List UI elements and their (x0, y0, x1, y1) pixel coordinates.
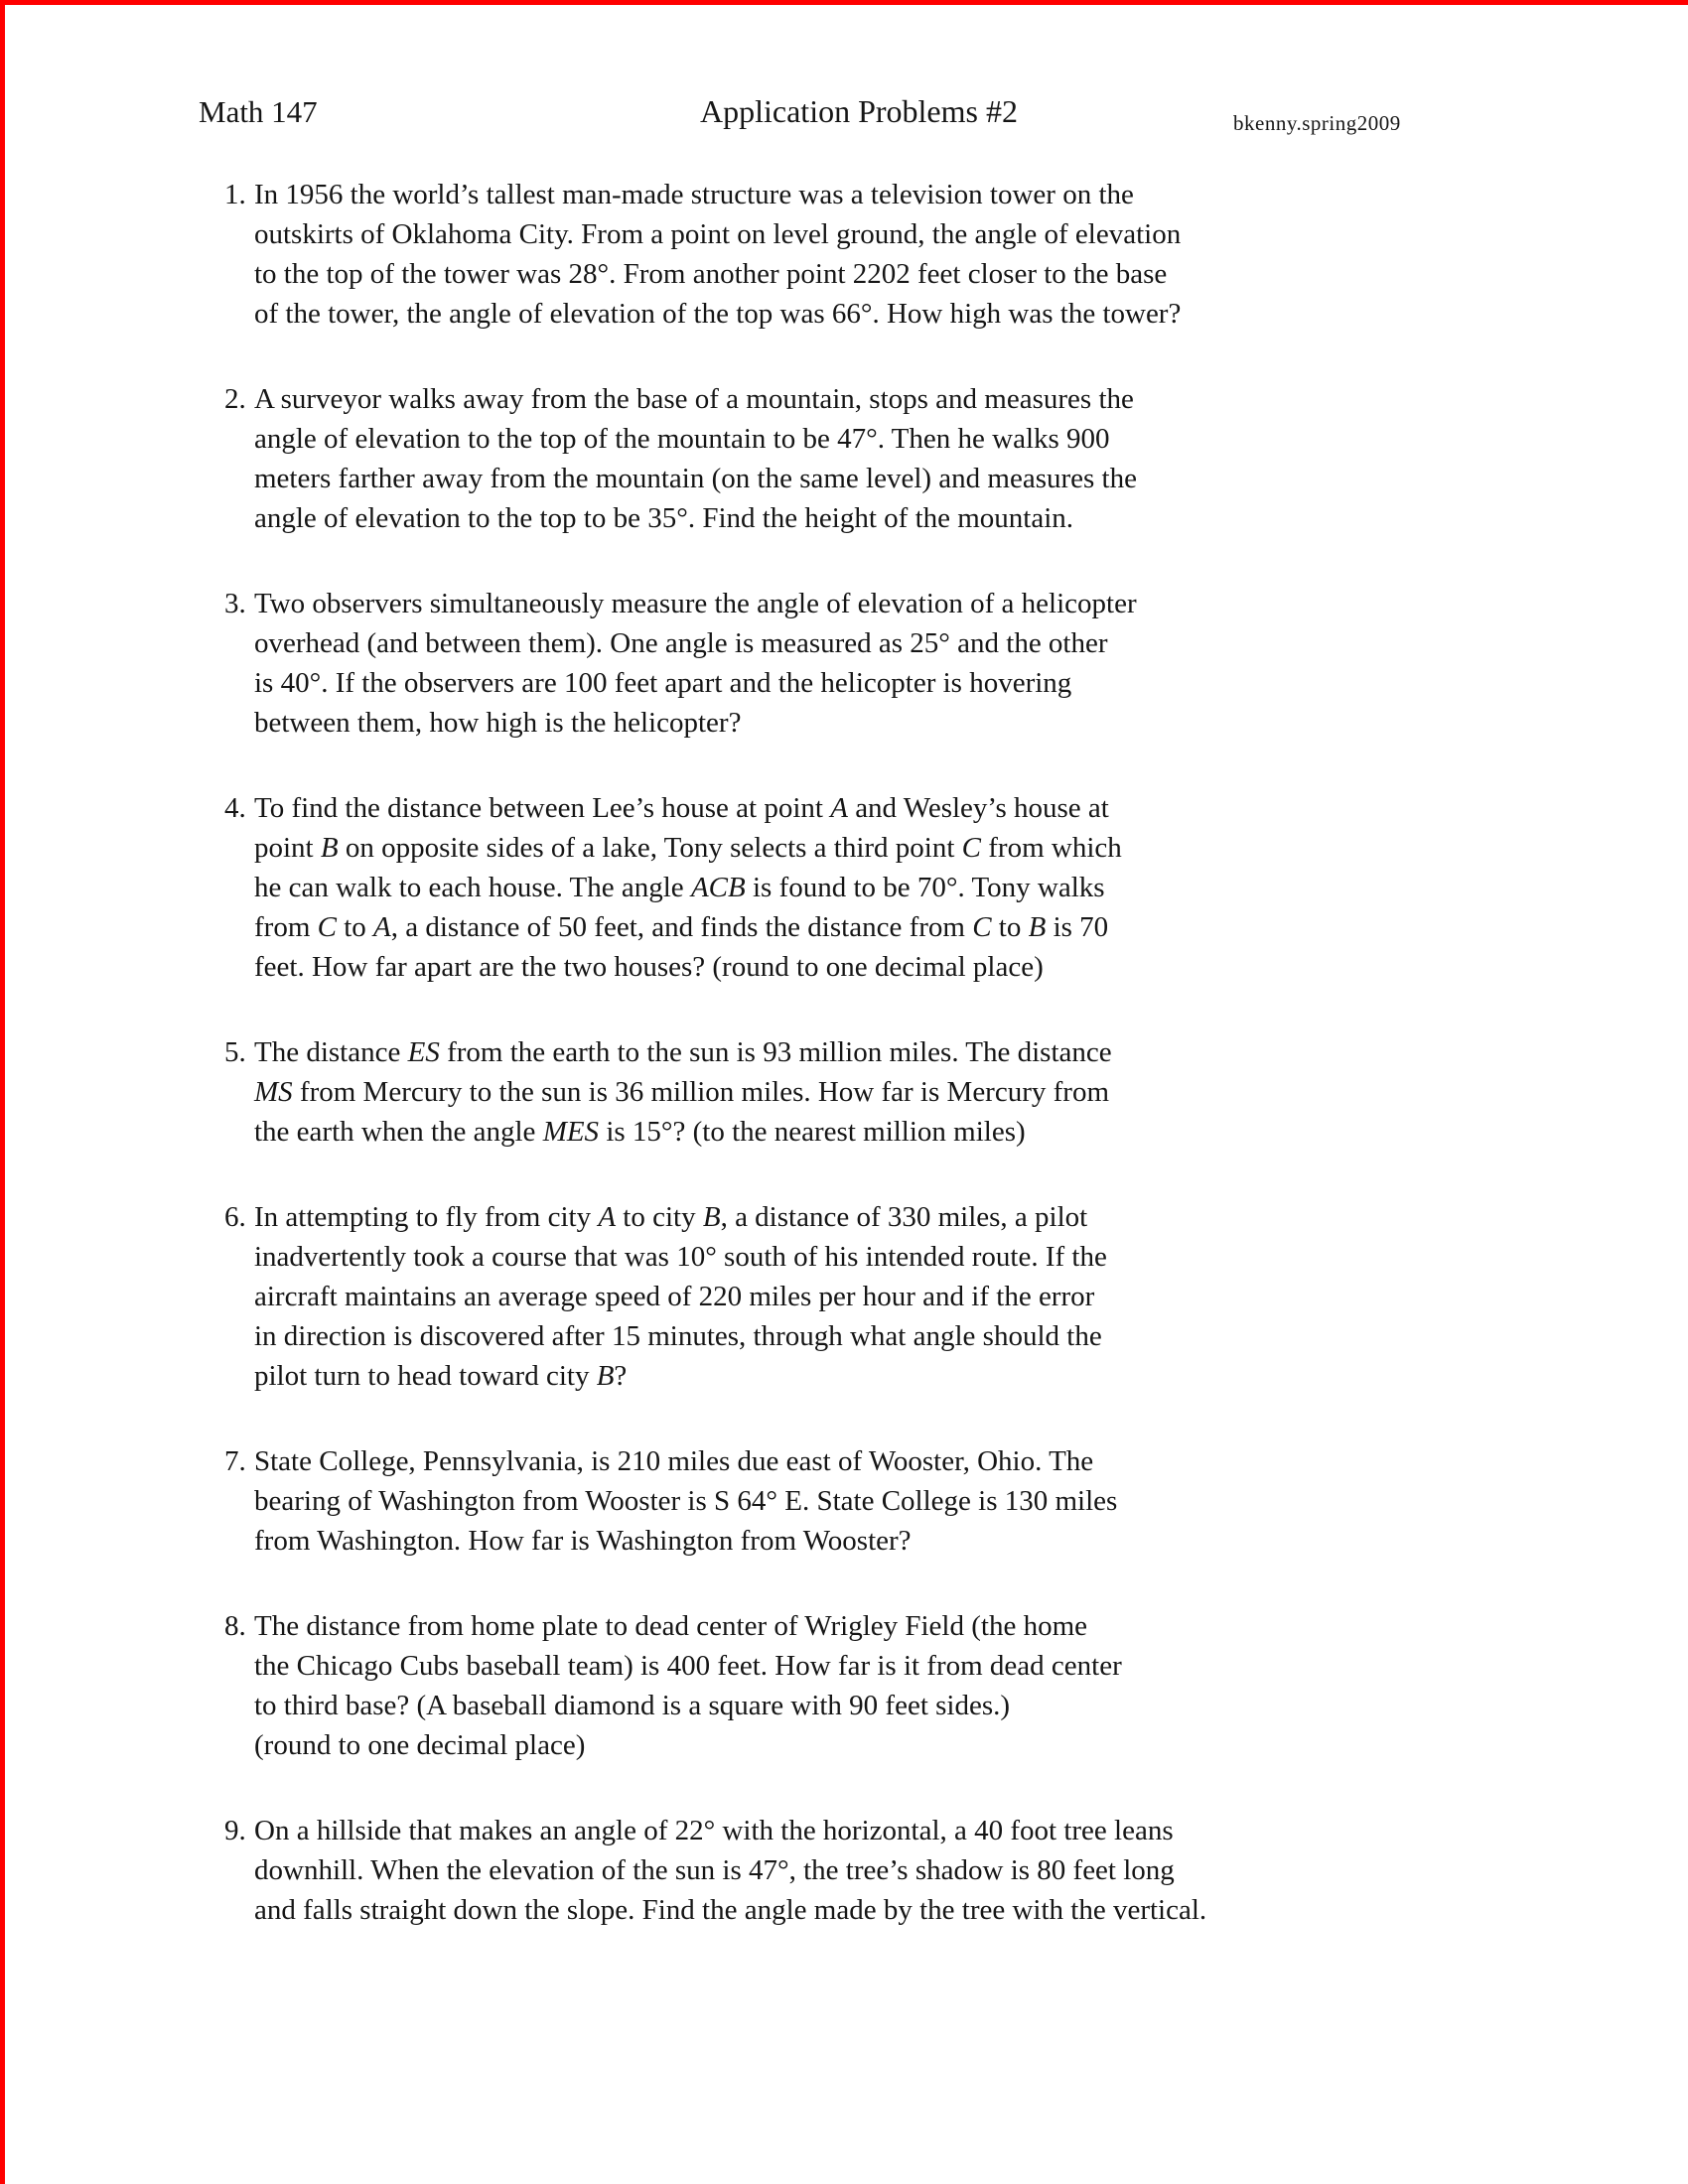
problem-line: State College, Pennsylvania, is 210 miles due east of Wooster, Ohio. The (254, 1445, 1094, 1477)
problem-line: he can walk to each house. The angle ACB is found to be 70°. Tony walks (254, 872, 1105, 903)
problem-item (0, 1032, 1688, 1152)
problem-item (0, 1811, 1688, 1930)
problem-line: Two observers simultaneously measure the angle of elevation of a helicopter (254, 588, 1137, 619)
problem-number: 7. (224, 1445, 246, 1477)
problem-text (254, 1032, 1112, 1152)
problem-line: MS from Mercury to the sun is 36 million miles. How far is Mercury from (254, 1076, 1109, 1108)
problem-text (254, 788, 1122, 987)
problem-line: pilot turn to head toward city B? (254, 1360, 628, 1392)
author-byline: bkenny.spring2009 (1233, 111, 1401, 135)
problem-line: outskirts of Oklahoma City. From a point on level ground, the angle of elevation (254, 218, 1182, 250)
problem-line: aircraft maintains an average speed of 220 miles per hour and if the error (254, 1281, 1095, 1312)
problem-line: the Chicago Cubs baseball team) is 400 feet. How far is it from dead center (254, 1650, 1122, 1682)
problem-line: downhill. When the elevation of the sun is 47°, the tree’s shadow is 80 feet long (254, 1854, 1175, 1886)
problem-line: is 40°. If the observers are 100 feet apart and the helicopter is hovering (254, 667, 1072, 699)
problem-number: 4. (224, 792, 246, 824)
problem-text (254, 1197, 1107, 1396)
problem-line: from Washington. How far is Washington from Wooster? (254, 1525, 912, 1557)
scan-edge-top (0, 0, 1688, 5)
problem-line: angle of elevation to the top to be 35°. Find the height of the mountain. (254, 502, 1074, 534)
problem-line: from C to A, a distance of 50 feet, and finds the distance from C to B is 70 (254, 911, 1109, 943)
problem-text (254, 1441, 1117, 1561)
problems-list (0, 175, 1688, 1976)
problem-line: To find the distance between Lee’s house at point A and Wesley’s house at (254, 792, 1109, 824)
problem-line: and falls straight down the slope. Find the angle made by the tree with the vertical. (254, 1894, 1207, 1926)
problem-item (0, 1606, 1688, 1765)
problem-line: feet. How far apart are the two houses? (round to one decimal place) (254, 951, 1044, 983)
problem-line: On a hillside that makes an angle of 22° with the horizontal, a 40 foot tree leans (254, 1815, 1174, 1846)
problem-line: in direction is discovered after 15 minutes, through what angle should the (254, 1320, 1102, 1352)
problem-item (0, 1441, 1688, 1561)
problem-item (0, 788, 1688, 987)
problem-text (254, 584, 1137, 743)
problem-number: 9. (224, 1815, 246, 1846)
problem-item (0, 379, 1688, 538)
problem-text (254, 175, 1181, 334)
problem-line: the earth when the angle MES is 15°? (to the nearest million miles) (254, 1116, 1026, 1148)
problem-line: point B on opposite sides of a lake, Tony selects a third point C from which (254, 832, 1122, 864)
problem-item (0, 175, 1688, 334)
problem-line: bearing of Washington from Wooster is S 64° E. State College is 130 miles (254, 1485, 1118, 1517)
problem-line: overhead (and between them). One angle is measured as 25° and the other (254, 627, 1108, 659)
problem-number: 1. (224, 179, 246, 210)
problem-number: 2. (224, 383, 246, 415)
problem-number: 8. (224, 1610, 246, 1642)
problem-line: The distance from home plate to dead center of Wrigley Field (the home (254, 1610, 1088, 1642)
problem-line: meters farther away from the mountain (on the same level) and measures the (254, 463, 1137, 494)
problem-item (0, 584, 1688, 743)
problem-line: angle of elevation to the top of the mountain to be 47°. Then he walks 900 (254, 423, 1110, 455)
problem-text (254, 1811, 1206, 1930)
problem-number: 5. (224, 1036, 246, 1068)
problem-text (254, 379, 1137, 538)
problem-line: The distance ES from the earth to the sun is 93 million miles. The distance (254, 1036, 1112, 1068)
problem-line: A surveyor walks away from the base of a mountain, stops and measures the (254, 383, 1134, 415)
problem-number: 3. (224, 588, 246, 619)
page-title: Application Problems #2 (700, 93, 1018, 129)
problem-line: between them, how high is the helicopter? (254, 707, 742, 739)
problem-line: of the tower, the angle of elevation of the top was 66°. How high was the tower? (254, 298, 1182, 330)
problem-line: In 1956 the world’s tallest man-made structure was a television tower on the (254, 179, 1134, 210)
problem-line: (round to one decimal place) (254, 1729, 586, 1761)
problem-number: 6. (224, 1201, 246, 1233)
problem-item (0, 1197, 1688, 1396)
problem-line: to third base? (A baseball diamond is a square with 90 feet sides.) (254, 1690, 1011, 1721)
problem-line: In attempting to fly from city A to city B, a distance of 330 miles, a pilot (254, 1201, 1088, 1233)
course-label: Math 147 (199, 94, 318, 129)
problem-line: to the top of the tower was 28°. From another point 2202 feet closer to the base (254, 258, 1168, 290)
problem-line: inadvertently took a course that was 10° south of his intended route. If the (254, 1241, 1107, 1273)
problem-text (254, 1606, 1122, 1765)
